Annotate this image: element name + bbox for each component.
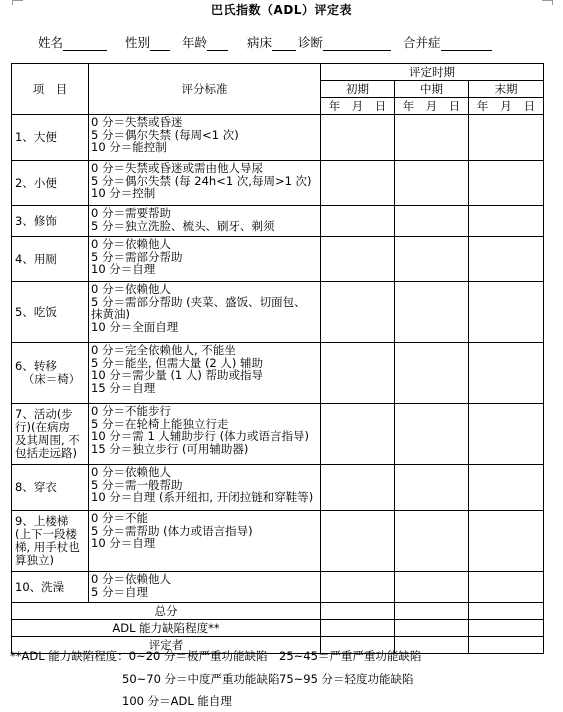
header-phase: 初期 <box>321 81 395 98</box>
criteria-line: 5 分＝偶尔失禁 (每周<1 次) <box>91 127 239 142</box>
degree-row <box>12 620 544 637</box>
score-cell[interactable] <box>321 603 395 620</box>
item-label: 3、修饰 <box>15 213 57 228</box>
criteria-cell <box>89 161 321 206</box>
criteria-line: 15 分＝独立步行 (可用辅助器) <box>91 441 249 456</box>
score-cell[interactable] <box>395 343 469 404</box>
score-cell[interactable] <box>321 282 395 343</box>
criteria-cell <box>89 511 321 572</box>
total-row-label: 总分 <box>12 603 321 620</box>
criteria-line: 10 分＝需少量 (1 人) 帮助或指导 <box>91 368 264 382</box>
criteria-line: 0 分＝依赖他人 <box>91 465 171 479</box>
criteria-line: 0 分＝依赖他人 <box>91 237 171 251</box>
score-cell[interactable] <box>395 603 469 620</box>
item-label: 行)(在病房 <box>15 420 70 434</box>
table-row <box>12 282 544 343</box>
name-label: 姓名 <box>38 35 64 50</box>
score-cell[interactable] <box>469 237 544 282</box>
item-cell <box>12 161 89 206</box>
header-criteria: 评分标准 <box>89 64 321 115</box>
diagnosis-field[interactable] <box>298 33 391 51</box>
score-cell[interactable] <box>469 206 544 237</box>
assessor-row-label: 评定者 <box>12 637 321 654</box>
score-cell[interactable] <box>321 161 395 206</box>
score-cell[interactable] <box>321 511 395 572</box>
item-cell <box>12 572 89 603</box>
item-cell <box>12 343 89 404</box>
item-label: 8、穿衣 <box>15 480 57 494</box>
score-cell[interactable] <box>321 572 395 603</box>
age-field[interactable] <box>182 33 228 51</box>
score-cell[interactable] <box>395 620 469 637</box>
criteria-line: 5 分＝在轮椅上能独立行走 <box>91 416 229 431</box>
total-row <box>12 603 544 620</box>
table-row <box>12 465 544 511</box>
header-date-cell <box>321 98 395 115</box>
age-label: 年龄 <box>182 35 208 50</box>
score-cell[interactable] <box>469 404 544 465</box>
score-cell[interactable] <box>395 237 469 282</box>
table-row <box>12 572 544 603</box>
item-label: 9、上楼梯 <box>15 514 69 528</box>
table-row <box>12 115 544 161</box>
criteria-line: 5 分＝需帮助 (体力或语言指导) <box>91 523 253 538</box>
score-cell[interactable] <box>469 161 544 206</box>
score-cell[interactable] <box>321 115 395 161</box>
item-cell <box>12 206 89 237</box>
score-cell[interactable] <box>469 282 544 343</box>
item-label: 梯, 用手杖也 <box>15 540 80 554</box>
score-cell[interactable] <box>395 465 469 511</box>
item-label: 及其周围, 不 <box>15 433 80 447</box>
criteria-cell <box>89 572 321 603</box>
criteria-cell <box>89 206 321 237</box>
criteria-cell <box>89 465 321 511</box>
date-unit-label: 月 <box>351 99 364 113</box>
item-cell <box>12 465 89 511</box>
date-unit-label: 月 <box>500 99 512 113</box>
item-label: 6、转移 <box>15 359 57 373</box>
item-label: 5、吃饭 <box>15 304 57 319</box>
score-cell[interactable] <box>321 404 395 465</box>
score-cell[interactable] <box>395 161 469 206</box>
date-unit-label: 年 <box>402 99 415 113</box>
item-cell <box>12 511 89 572</box>
table-row <box>12 511 544 572</box>
header-date-cell <box>469 98 544 115</box>
header-phase: 末期 <box>469 81 544 98</box>
header-date-cell <box>395 98 469 115</box>
bed-label: 病床 <box>247 35 273 50</box>
criteria-line: 10 分＝控制 <box>91 186 156 200</box>
score-cell[interactable] <box>395 115 469 161</box>
criteria-cell <box>89 115 321 161</box>
item-cell <box>12 115 89 161</box>
item-label: （床＝椅） <box>22 372 81 386</box>
form-title: 巴氏指数（ADL）评定表 <box>211 3 352 17</box>
header-period: 评定时期 <box>321 64 544 81</box>
score-cell[interactable] <box>395 206 469 237</box>
complication-field[interactable] <box>403 33 492 51</box>
criteria-line: 10 分＝全面自理 <box>91 319 179 334</box>
item-cell <box>12 282 89 343</box>
score-cell[interactable] <box>469 343 544 404</box>
table-row <box>12 206 544 237</box>
date-unit-label: 年 <box>476 99 489 113</box>
criteria-line: 5 分＝偶尔失禁 (每 24h<1 次,每周>1 次) <box>91 173 312 188</box>
score-cell[interactable] <box>321 206 395 237</box>
item-label: 10、洗澡 <box>15 579 65 594</box>
score-cell[interactable] <box>469 465 544 511</box>
score-cell[interactable] <box>321 237 395 282</box>
item-cell <box>12 404 89 465</box>
header-item: 项 目 <box>12 64 89 115</box>
item-label: 2、小便 <box>15 175 57 190</box>
complication-label: 合并症 <box>403 35 441 50</box>
item-label: 算独立) <box>15 553 54 567</box>
criteria-line: 5 分＝需部分帮助 <box>91 249 183 264</box>
criteria-line: 5 分＝独立洗脸、梳头、刷牙、剃须 <box>91 218 275 233</box>
score-cell[interactable] <box>395 404 469 465</box>
criteria-line: 10 分＝能控制 <box>91 140 167 154</box>
criteria-line: 5 分＝能坐, 但需大量 (2 人) 辅助 <box>91 355 264 370</box>
score-cell[interactable] <box>321 343 395 404</box>
item-label: 1、大便 <box>15 130 57 144</box>
score-cell[interactable] <box>321 620 395 637</box>
criteria-line: 0 分＝失禁或昏迷 <box>91 115 183 129</box>
item-label: 包括走远路) <box>15 446 77 460</box>
date-unit-label: 日 <box>523 99 536 113</box>
score-cell[interactable] <box>469 620 544 637</box>
criteria-line: 0 分＝依赖他人 <box>91 572 171 586</box>
score-cell[interactable] <box>469 511 544 572</box>
degree-row-label: ADL 能力缺陷程度** <box>12 620 321 637</box>
table-row <box>12 237 544 282</box>
criteria-line: 0 分＝需要帮助 <box>91 206 171 220</box>
date-unit-label: 日 <box>448 99 461 113</box>
table-row <box>12 343 544 404</box>
date-unit-label: 日 <box>374 99 387 113</box>
score-cell[interactable] <box>321 465 395 511</box>
score-cell[interactable] <box>469 115 544 161</box>
score-cell[interactable] <box>469 603 544 620</box>
adl-table <box>11 63 544 654</box>
date-unit-label: 月 <box>425 99 438 113</box>
criteria-line: 10 分＝需 1 人辅助步行 (体力或语言指导) <box>91 429 310 443</box>
table-row <box>12 404 544 465</box>
name-field[interactable] <box>38 33 107 51</box>
criteria-cell <box>89 404 321 465</box>
header-phase: 中期 <box>395 81 469 98</box>
footnote-2b: 75~95 分＝轻度功能缺陷 <box>279 672 414 686</box>
criteria-cell <box>89 343 321 404</box>
score-cell[interactable] <box>395 572 469 603</box>
footnote-2a: 50~70 分＝中度严重功能缺陷 <box>122 672 280 686</box>
criteria-cell <box>89 282 321 343</box>
criteria-line: 0 分＝依赖他人 <box>91 282 171 296</box>
gender-field[interactable] <box>125 33 170 51</box>
criteria-line: 10 分＝自理 <box>91 262 156 276</box>
criteria-line: 0 分＝失禁或昏迷或需由他人导尿 <box>91 161 263 175</box>
criteria-line: 抹黄油) <box>91 307 130 321</box>
criteria-line: 10 分＝自理 <box>91 536 156 550</box>
item-label: (上下一段楼 <box>15 527 77 541</box>
footnote-1a: **ADL 能力缺陷程度：0~20 分＝极严重功能缺陷 <box>10 649 268 663</box>
score-cell[interactable] <box>395 282 469 343</box>
criteria-line: 15 分＝自理 <box>91 380 156 395</box>
bed-field[interactable] <box>247 33 296 51</box>
item-label: 7、活动(步 <box>15 407 73 421</box>
criteria-line: 5 分＝自理 <box>91 584 148 599</box>
criteria-line: 0 分＝不能 <box>91 511 148 525</box>
item-cell <box>12 237 89 282</box>
gender-label: 性别 <box>125 35 151 50</box>
criteria-line: 5 分＝需一般帮助 <box>91 477 183 492</box>
footnote-3: 100 分＝ADL 能自理 <box>122 694 232 708</box>
criteria-line: 0 分＝完全依赖他人, 不能坐 <box>91 343 236 357</box>
footnote-1b: 25~45＝严重严重功能缺陷 <box>279 649 422 663</box>
item-label: 4、用厕 <box>15 251 57 266</box>
criteria-line: 0 分＝不能步行 <box>91 404 171 418</box>
score-cell[interactable] <box>469 572 544 603</box>
score-cell[interactable] <box>469 637 544 654</box>
criteria-line: 5 分＝需部分帮助 (夹菜、盛饭、切面包、 <box>91 294 306 309</box>
table-row <box>12 161 544 206</box>
criteria-line: 10 分＝自理 (系开纽扣, 开闭拉链和穿鞋等) <box>91 490 314 504</box>
diagnosis-label: 诊断 <box>298 35 324 50</box>
criteria-cell <box>89 237 321 282</box>
score-cell[interactable] <box>395 511 469 572</box>
date-unit-label: 年 <box>328 99 341 113</box>
